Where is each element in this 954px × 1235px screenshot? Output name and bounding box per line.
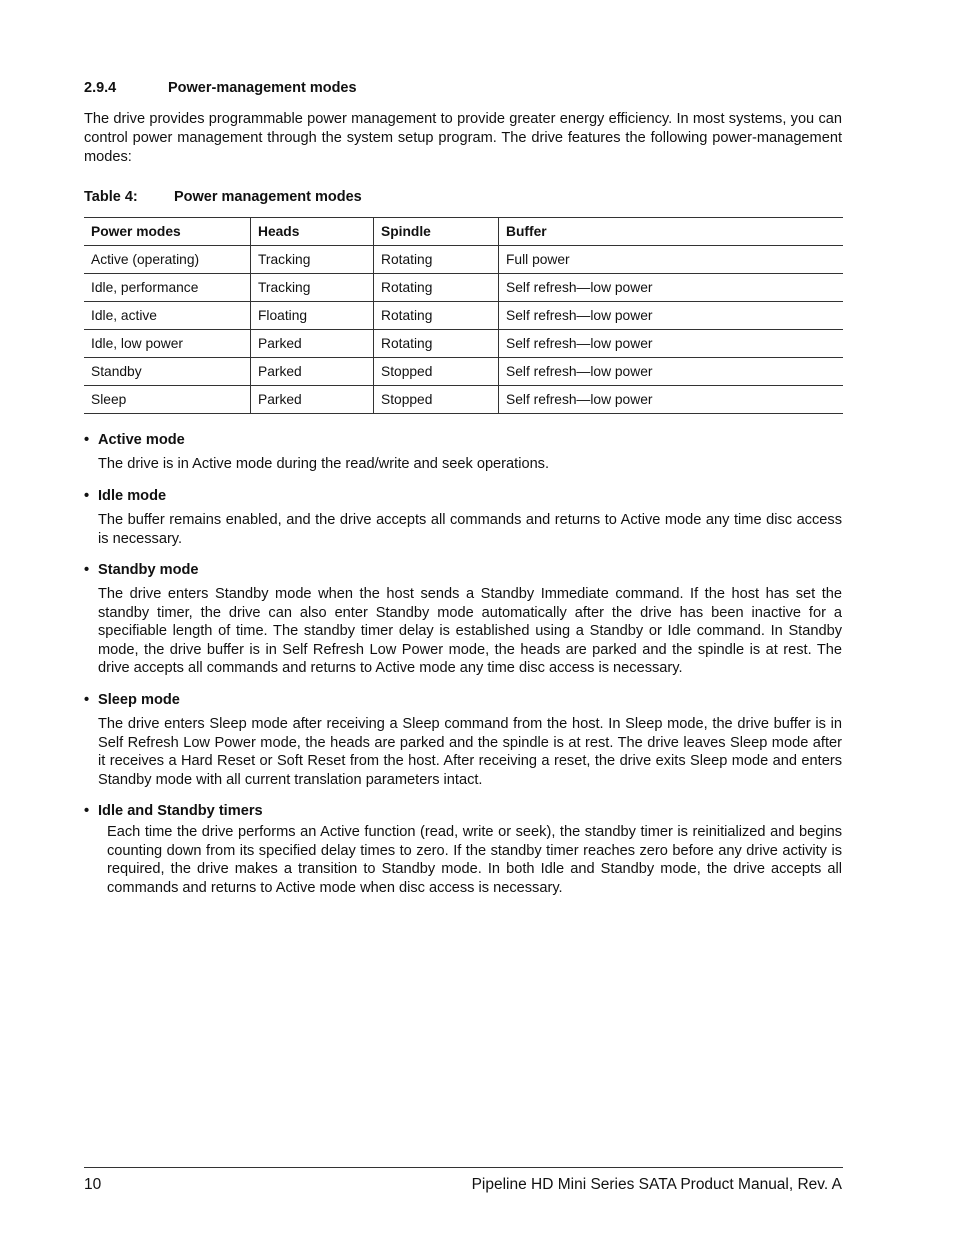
- table-row: [84, 386, 843, 414]
- cell-power-mode: Active (operating): [84, 246, 251, 274]
- cell-spindle: Rotating: [374, 246, 499, 274]
- bullet-title-text: Standby mode: [98, 562, 199, 578]
- bullet-title-text: Idle and Standby timers: [98, 803, 263, 819]
- table-row: [84, 274, 843, 302]
- table-row: [84, 330, 843, 358]
- bullet-title-text: Idle mode: [98, 488, 167, 504]
- power-modes-table: [84, 217, 843, 414]
- table-header-row: [84, 218, 843, 246]
- section-number: 2.9.4: [84, 80, 117, 96]
- bullet-idle-mode-title: [84, 488, 166, 504]
- header-buffer: Buffer: [499, 218, 844, 246]
- cell-power-mode: Idle, performance: [84, 274, 251, 302]
- cell-heads: Tracking: [251, 274, 374, 302]
- table-caption-number: Table 4:: [84, 189, 138, 205]
- cell-buffer: Self refresh—low power: [499, 330, 844, 358]
- bullet-timers-title: [84, 803, 263, 819]
- cell-power-mode: Sleep: [84, 386, 251, 414]
- bullet-icon: •: [84, 692, 90, 708]
- bullet-icon: •: [84, 803, 90, 819]
- cell-spindle: Rotating: [374, 274, 499, 302]
- cell-heads: Tracking: [251, 246, 374, 274]
- header-power-modes: Power modes: [84, 218, 251, 246]
- bullet-standby-mode-title: [84, 562, 199, 578]
- intro-paragraph: The drive provides programmable power management to provide greater energy efficiency. In most systems, you can control power management through the system setup program. The drive features the following power-management modes:: [84, 111, 842, 165]
- cell-spindle: Stopped: [374, 386, 499, 414]
- bullet-active-mode-body: The drive is in Active mode during the read/write and seek operations.: [98, 456, 550, 472]
- bullet-title-text: Active mode: [98, 432, 185, 448]
- cell-buffer: Self refresh—low power: [499, 386, 844, 414]
- bullet-timers-body: Each time the drive performs an Active function (read, write or seek), the standby timer is reinitialized and begins counting down from its specified delay times to zero. If the standby timer reaches zero before any drive activity is required, the drive makes a transition to Standby mode. In both Idle and Standby mode, the drive accepts all commands and returns to Active mode when disc access is necessary.: [107, 824, 842, 896]
- cell-heads: Parked: [251, 358, 374, 386]
- bullet-icon: •: [84, 488, 90, 504]
- section-title: Power-management modes: [168, 80, 357, 96]
- bullet-standby-mode-body: The drive enters Standby mode when the host sends a Standby Immediate command. If the host has set the standby timer, the drive can also enter Standby mode automatically after the drive has been inactive for a specifiable length of time. The standby timer delay is established using a Standby or Idle command. In Standby mode, the drive buffer is in Self Refresh Low Power mode, the heads are parked and the spindle is at rest. The drive accepts all commands and returns to Active mode any time disc access is necessary.: [98, 586, 842, 677]
- bullet-icon: •: [84, 432, 90, 448]
- cell-buffer: Full power: [499, 246, 844, 274]
- bullet-sleep-mode-body: The drive enters Sleep mode after receiving a Sleep command from the host. In Sleep mode, the drive buffer is in Self Refresh Low Power mode, the heads are parked and the spindle is at rest. The drive leaves Sleep mode after it receives a Hard Reset or Soft Reset from the host. After receiving a reset, the drive exits Sleep mode and enters Standby mode with all current translation parameters intact.: [98, 716, 842, 788]
- footer-divider: [84, 1167, 843, 1168]
- cell-spindle: Rotating: [374, 302, 499, 330]
- cell-heads: Parked: [251, 330, 374, 358]
- cell-buffer: Self refresh—low power: [499, 358, 844, 386]
- bullet-title-text: Sleep mode: [98, 692, 180, 708]
- bullet-idle-mode-body: The buffer remains enabled, and the drive accepts all commands and returns to Active mode any time disc access is necessary.: [98, 512, 842, 547]
- cell-spindle: Rotating: [374, 330, 499, 358]
- cell-power-mode: Idle, low power: [84, 330, 251, 358]
- bullet-active-mode-title: [84, 432, 185, 448]
- cell-buffer: Self refresh—low power: [499, 274, 844, 302]
- cell-heads: Parked: [251, 386, 374, 414]
- header-heads: Heads: [251, 218, 374, 246]
- footer-document-title: Pipeline HD Mini Series SATA Product Manual, Rev. A: [471, 1176, 842, 1193]
- header-spindle: Spindle: [374, 218, 499, 246]
- cell-power-mode: Idle, active: [84, 302, 251, 330]
- footer-page-number: 10: [84, 1176, 102, 1193]
- section-heading: [84, 80, 357, 96]
- cell-heads: Floating: [251, 302, 374, 330]
- table-row: [84, 302, 843, 330]
- cell-power-mode: Standby: [84, 358, 251, 386]
- bullet-icon: •: [84, 562, 90, 578]
- table-row: [84, 358, 843, 386]
- cell-spindle: Stopped: [374, 358, 499, 386]
- table-caption: [84, 189, 362, 205]
- cell-buffer: Self refresh—low power: [499, 302, 844, 330]
- table-row: [84, 246, 843, 274]
- table-caption-title: Power management modes: [174, 189, 362, 205]
- bullet-sleep-mode-title: [84, 692, 180, 708]
